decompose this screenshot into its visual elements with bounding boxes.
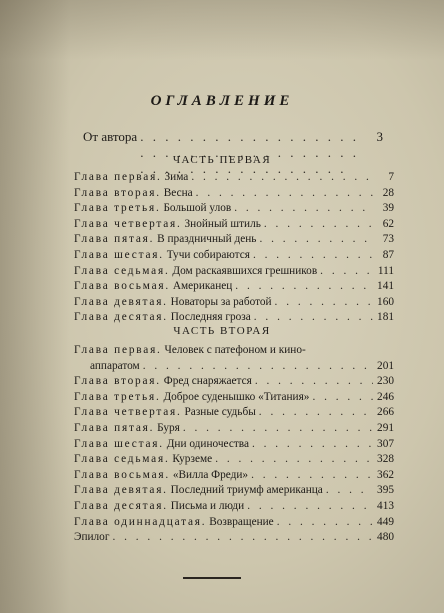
- toc-entry[interactable]: [74, 279, 394, 295]
- toc-page-number: 362: [377, 468, 394, 481]
- toc-chapter-label: Глава восьмая.: [74, 468, 171, 481]
- toc-chapter-title: Письма и люди: [170, 499, 245, 512]
- dot-leader: [255, 374, 373, 390]
- toc-chapter-title: Тучи собираются: [166, 248, 250, 261]
- toc-chapter-title: Последний триумф американца: [170, 484, 323, 497]
- toc-entry[interactable]: [74, 437, 394, 453]
- toc-page-number: 246: [377, 390, 394, 403]
- toc-entry[interactable]: [74, 186, 394, 202]
- dot-leader: [112, 530, 373, 546]
- dot-leader: [254, 310, 373, 326]
- toc-entry[interactable]: [74, 452, 394, 468]
- toc-page-number: 181: [377, 311, 394, 324]
- toc-chapter-title: Большой улов: [163, 202, 232, 215]
- toc-chapter-label: Глава шестая.: [74, 437, 164, 450]
- toc-page-number: 87: [382, 248, 394, 261]
- toc-page-number: 7: [388, 171, 394, 183]
- toc-chapter-title: Доброе суденышко «Титания»: [163, 390, 310, 403]
- toc-entry[interactable]: [74, 390, 394, 406]
- toc-chapter-label: Глава шестая.: [74, 248, 164, 261]
- dot-leader: [277, 515, 373, 531]
- toc-chapter-title: Дом раскаявшихся грешников: [172, 264, 318, 277]
- dot-leader: [259, 405, 373, 421]
- toc-chapter-title: В праздничный день: [157, 233, 257, 246]
- toc-page-number: 328: [377, 453, 394, 466]
- toc-entry-label: От автора: [83, 129, 138, 144]
- toc-entry[interactable]: [74, 374, 394, 390]
- toc-chapter-title: Возвращение: [209, 515, 274, 528]
- toc-chapter-title: Последняя гроза: [170, 311, 251, 324]
- toc-chapter-label: Глава первая.: [74, 344, 162, 356]
- toc-entry[interactable]: [74, 264, 394, 280]
- toc-entry[interactable]: [74, 248, 394, 264]
- toc-page-number: 73: [382, 233, 394, 246]
- dot-leader: [320, 264, 373, 280]
- toc-chapter-title: Новаторы за работой: [170, 295, 272, 308]
- bottom-rule: [183, 577, 241, 579]
- toc-page-number: 160: [377, 295, 394, 308]
- page-shadow-top: [0, 0, 444, 60]
- toc-page-number: 307: [377, 437, 394, 450]
- toc-chapter-title: Курземе: [172, 453, 213, 466]
- toc-page-number: 291: [377, 421, 394, 434]
- toc-chapter-title: Знойный штиль: [184, 217, 261, 230]
- dot-leader: [253, 248, 373, 264]
- toc-chapter-title: Фред снаряжается: [163, 375, 252, 388]
- dot-leader: [183, 421, 373, 437]
- toc-chapter-label: Глава одиннадцатая.: [74, 515, 207, 528]
- toc-chapter-label: Глава третья.: [74, 202, 161, 215]
- part-two-list-rest: [74, 374, 394, 530]
- toc-entry[interactable]: [74, 468, 394, 484]
- dot-leader: [259, 232, 373, 248]
- toc-page-number: 449: [377, 515, 394, 528]
- toc-entry[interactable]: [74, 201, 394, 217]
- toc-chapter-title: Дни одиночества: [166, 437, 249, 450]
- toc-chapter-title: «Вилла Фреди»: [172, 468, 249, 481]
- dot-leader: [247, 499, 373, 515]
- toc-chapter-label: Глава вторая.: [74, 375, 161, 388]
- toc-chapter-label: Глава седьмая.: [74, 453, 170, 466]
- toc-page-number: 266: [377, 406, 394, 419]
- part-two-heading: ЧАСТЬ ВТОРАЯ: [173, 325, 271, 337]
- toc-page-number: 3: [376, 129, 383, 144]
- dot-leader: [215, 452, 373, 468]
- toc-chapter-title: Американец: [172, 280, 233, 293]
- toc-chapter-title: Человек с патефоном и кино-: [164, 344, 306, 356]
- toc-entry[interactable]: [74, 483, 394, 499]
- toc-chapter-label: Глава вторая.: [74, 186, 161, 199]
- toc-page-number: 28: [382, 186, 394, 199]
- toc-page-number: 141: [377, 280, 394, 293]
- toc-chapter-title: Разные судьбы: [184, 406, 256, 419]
- dot-leader: [326, 483, 373, 499]
- toc-page-number: 62: [382, 217, 394, 230]
- part-one-heading: ЧАСТЬ ПЕРВАЯ: [172, 154, 272, 166]
- toc-chapter-label: Глава третья.: [74, 390, 161, 403]
- epilogue-block: [74, 530, 394, 546]
- toc-entry[interactable]: [74, 310, 394, 326]
- dot-leader: [235, 279, 373, 295]
- toc-entry[interactable]: [74, 295, 394, 311]
- part-one-list: [74, 170, 394, 326]
- toc-chapter-label: Глава восьмая.: [74, 280, 171, 293]
- toc-page-number: 413: [377, 499, 394, 512]
- toc-chapter-title: Весна: [163, 186, 193, 199]
- toc-chapter-label: Глава девятая.: [74, 484, 168, 497]
- toc-page-number: 230: [377, 375, 394, 388]
- toc-chapter-title: Буря: [157, 421, 180, 434]
- toc-page-number: 201: [377, 359, 394, 372]
- toc-page-number: 395: [377, 484, 394, 497]
- toc-entry[interactable]: [74, 232, 394, 248]
- toc-page-number: 480: [377, 531, 394, 544]
- toc-entry-epilogue[interactable]: [74, 530, 394, 546]
- part-two-list: [74, 343, 394, 374]
- dot-leader: [196, 186, 373, 202]
- toc-entry[interactable]: [74, 170, 394, 186]
- dot-leader: [275, 295, 373, 311]
- toc-chapter-title: Зима: [164, 171, 189, 183]
- toc-chapter-label: Глава пятая.: [74, 421, 155, 434]
- toc-chapter-title-continued: аппаратом: [90, 359, 140, 372]
- toc-entry[interactable]: [74, 499, 394, 515]
- toc-chapter-label: Глава седьмая.: [74, 264, 170, 277]
- toc-chapter-label: Глава десятая.: [74, 311, 168, 324]
- toc-entry[interactable]: [74, 343, 394, 374]
- dot-leader: [312, 390, 373, 406]
- toc-chapter-label: Глава десятая.: [74, 499, 168, 512]
- page-shadow-left: [0, 0, 70, 613]
- toc-entry[interactable]: [74, 217, 394, 233]
- toc-page-number: 39: [382, 202, 394, 215]
- toc-entry-author[interactable]: [83, 129, 383, 147]
- toc-page-number: 111: [377, 264, 394, 277]
- dot-leader: [252, 437, 373, 453]
- toc-entry-label: Эпилог: [74, 531, 110, 544]
- toc-title: ОГЛАВЛЕНИЕ: [150, 93, 294, 109]
- dot-leader: [143, 359, 373, 375]
- toc-entry[interactable]: [74, 405, 394, 421]
- dot-leader: [264, 217, 373, 233]
- toc-chapter-label: Глава четвертая.: [74, 406, 182, 419]
- toc-chapter-label: Глава девятая.: [74, 295, 168, 308]
- dot-leader: [191, 170, 373, 186]
- dot-leader: [234, 201, 373, 217]
- toc-chapter-label: Глава первая.: [74, 171, 162, 183]
- toc-chapter-label: Глава пятая.: [74, 233, 155, 246]
- toc-entry[interactable]: [74, 515, 394, 531]
- dot-leader: [251, 468, 373, 484]
- toc-chapter-label: Глава четвертая.: [74, 217, 182, 230]
- toc-entry[interactable]: [74, 421, 394, 437]
